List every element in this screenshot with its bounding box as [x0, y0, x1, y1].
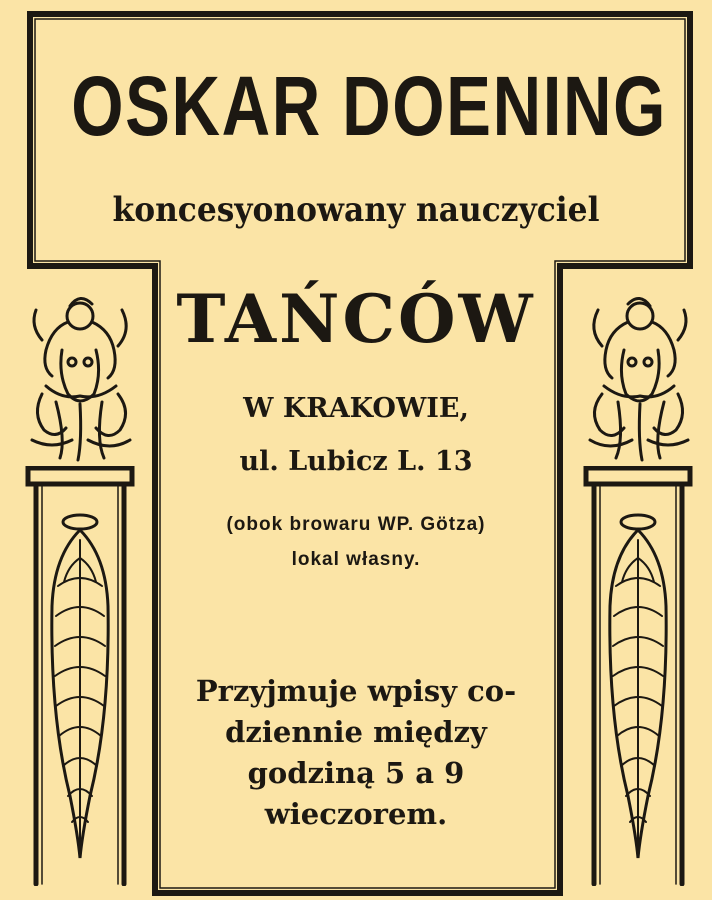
location-note: (obok browaru WP. Götza) — [226, 514, 486, 535]
registration-line: Przyjmuje wpisy co- — [195, 674, 517, 708]
teacher-title: koncesyonowany nauczyciel — [112, 190, 600, 230]
city-line: W KRAKOWIE, — [243, 393, 469, 424]
registration-line: wieczorem. — [264, 797, 448, 831]
registration-line: dziennie między — [225, 715, 487, 749]
subject-heading: TAŃCÓW — [176, 280, 536, 358]
premises-note: lokal własny. — [291, 549, 421, 570]
registration-line: godziną 5 a 9 — [247, 756, 465, 790]
teacher-name: OSKAR DOENING — [71, 59, 667, 153]
street-address: ul. Lubicz L. 13 — [239, 446, 473, 477]
